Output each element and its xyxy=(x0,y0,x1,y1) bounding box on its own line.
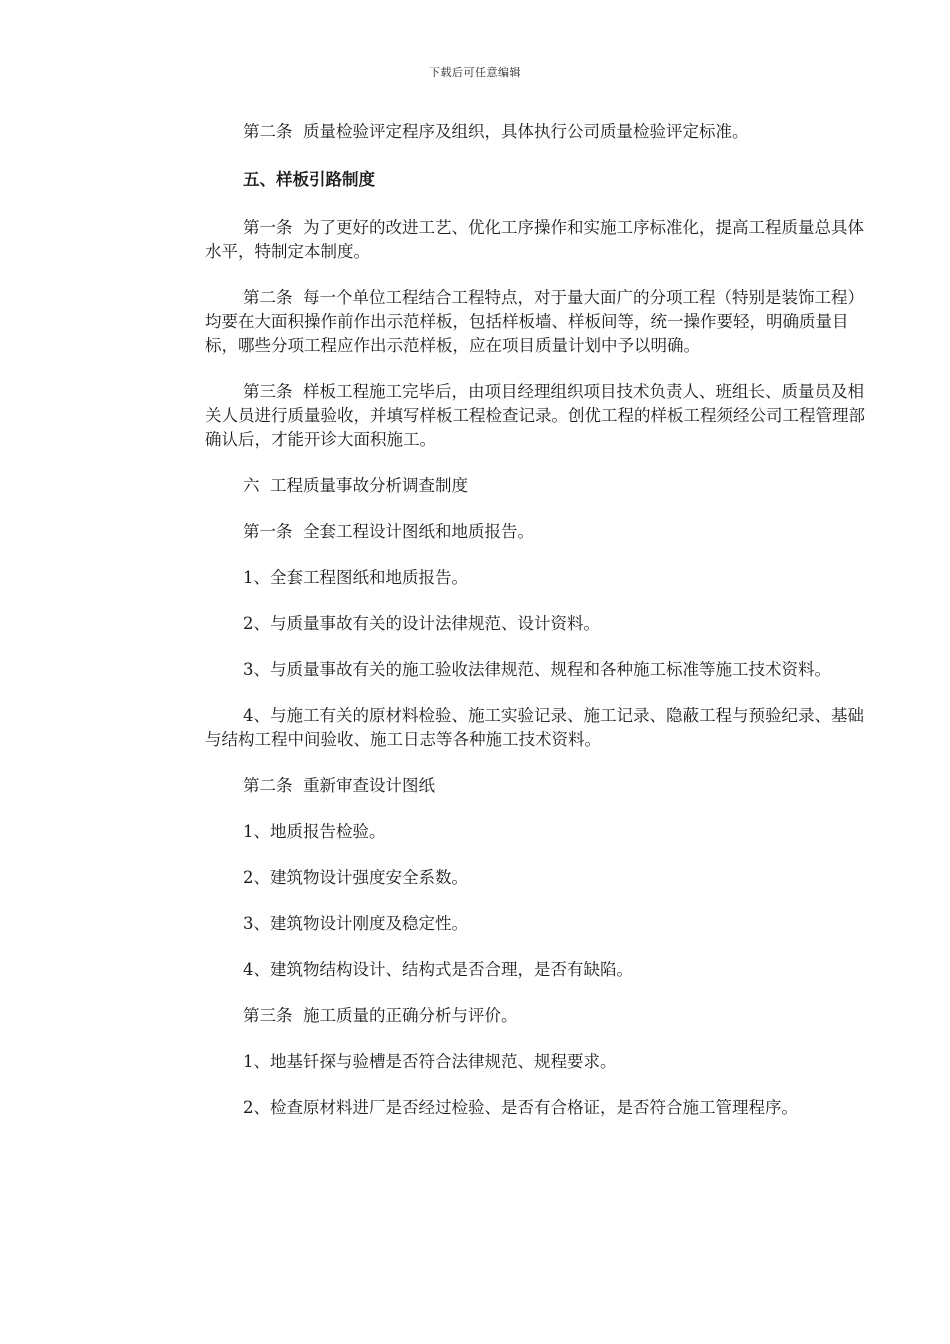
list-item: 2、建筑物设计强度安全系数。 xyxy=(243,868,468,887)
list-item: 4、建筑物结构设计、结构式是否合理，是否有缺陷。 xyxy=(243,960,633,979)
paragraph: 第一条 为了更好的改进工艺、优化工序操作和实施工序标准化，提高工程质量总具体水平，特制定本制度。 xyxy=(205,218,864,261)
list-item: 3、与质量事故有关的施工验收法律规范、规程和各种施工标准等施工技术资料。 xyxy=(243,660,831,679)
page-header: 下载后可任意编辑 xyxy=(429,66,521,79)
list-item: 2、与质量事故有关的设计法律规范、设计资料。 xyxy=(243,614,600,633)
list-item: 4、与施工有关的原材料检验、施工实验记录、施工记录、隐蔽工程与预验纪录、基础与结构工程中间验收、施工日志等各种施工技术资料。 xyxy=(205,706,864,749)
paragraph: 第二条 质量检验评定程序及组织，具体执行公司质量检验评定标准。 xyxy=(243,122,749,141)
list-item: 2、检查原材料进厂是否经过检验、是否有合格证，是否符合施工管理程序。 xyxy=(243,1098,798,1117)
list-item: 3、建筑物设计刚度及稳定性。 xyxy=(243,914,468,933)
paragraph: 第二条 每一个单位工程结合工程特点，对于量大面广的分项工程（特别是装饰工程）均要在大面积操作前作出示范样板，包括样板墙、样板间等，统一操作要轻，明确质量目标，哪些分项工程应作出示范样板，应在项目质量计划中予以明确。 xyxy=(205,288,864,355)
list-item: 1、全套工程图纸和地质报告。 xyxy=(243,568,468,587)
paragraph: 第三条 样板工程施工完毕后，由项目经理组织项目技术负责人、班组长、质量员及相关人员进行质量验收，并填写样板工程检查记录。创优工程的样板工程须经公司工程管理部确认后，才能开诊大面积施工。 xyxy=(205,382,865,449)
paragraph: 第三条 施工质量的正确分析与评价。 xyxy=(243,1006,518,1025)
section-heading: 五、样板引路制度 xyxy=(243,170,375,189)
document-body xyxy=(205,120,873,1120)
list-item: 1、地质报告检验。 xyxy=(243,822,386,841)
paragraph: 第二条 重新审查设计图纸 xyxy=(243,776,435,795)
section-heading: 六 工程质量事故分析调查制度 xyxy=(243,476,468,495)
list-item: 1、地基钎探与验槽是否符合法律规范、规程要求。 xyxy=(243,1052,617,1071)
paragraph: 第一条 全套工程设计图纸和地质报告。 xyxy=(243,522,534,541)
